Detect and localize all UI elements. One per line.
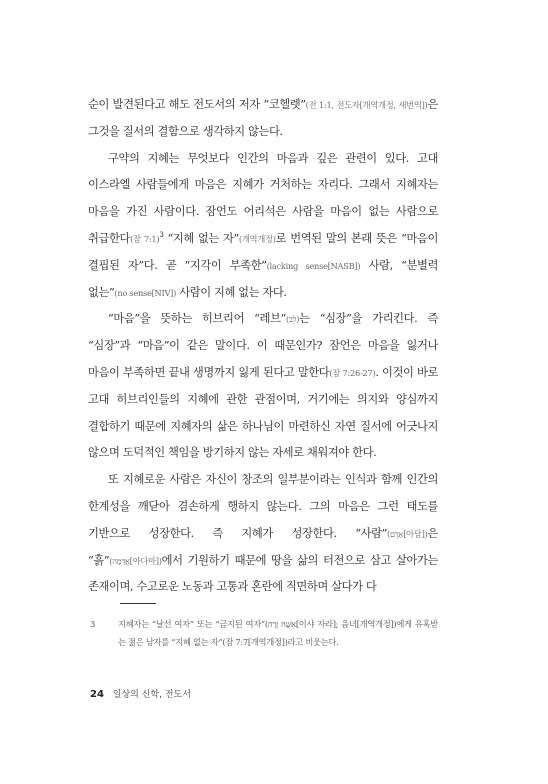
text-run: 또 지혜로운 사람은 자신이 창조의 일부분이라는 인식과 함께 인간의 한계성을 깨닫아 겸손하게 행하지 않는다. 그의 마음은 그런 태도를 기반으로 성장한다. 즉 지혜가 성장한다. “사람”: [88, 473, 438, 540]
citation: (no sense[NIV]): [114, 287, 177, 298]
text-run: 에서 기원하기 때문에 땅을 삶의 터전으로 삼고 살아가는 존재이며, 수고로운 노동과 고통과 혼란에 직면하며 살다가 다: [88, 553, 438, 594]
running-title: 일상의 신학, 전도서: [112, 690, 191, 700]
citation: (전 1:1, 전도자[개역개정, 새번역]): [305, 100, 428, 110]
footnote-rule: [120, 603, 156, 604]
page-number: 24: [90, 689, 104, 700]
text-run: 은 그것을 질서의 결함으로 생각하지 않는다.: [88, 98, 438, 138]
citation: (잠 7:1): [130, 233, 160, 244]
page-footer: [90, 687, 191, 700]
citation: (개역개정): [238, 233, 276, 244]
citation: (lacking sense[NASB]): [266, 260, 361, 271]
paragraph-3: [88, 306, 438, 467]
body-text: [88, 92, 438, 601]
text-run: 로 번역된 말의 본래 뜻은 “마음이 결핍된 자”다. 곧 “지각이 부족한”: [88, 231, 439, 272]
text-run: . 이것이 바로 고대 히브리인들의 지혜에 관한 관점이며, 거기에는 의지와 양심까지 결합하기 때문에 지혜자의 삶은 하나님이 마련하신 자연 질서에 어긋나지 않으며 도덕적인 책임을 방기하지 않는 자세로 채워져야 한다.: [88, 365, 438, 460]
citation: (잠 7:26-27): [329, 367, 376, 378]
footnote-number: 3: [90, 619, 95, 629]
paragraph-2: [88, 146, 438, 307]
footnote-text: 지혜자는 “날선 여자” 또는 “금지된 여자”(אִשָּׁה זָרָה[이샤 자라]; 음녀[개역개정])에게 유혹받는 젊은 남자를 “지혜 없는 자”(잠 7:7[개역개정])라고 비웃는다.: [118, 619, 438, 647]
text-run: 은 “흙”: [88, 526, 438, 567]
text-run: 는 “심장”을 가리킨다. 즉 “심장”과 “마음”이 같은 말이다. 이 때문인가? 잠언은 마음을 잃거나 마음이 부족하면 끝내 생명까지 잃게 된다고 말한다: [88, 312, 438, 379]
citation: (לֵב): [285, 314, 300, 325]
text-run: 구약의 지혜는 무엇보다 인간의 마음과 깊은 관련이 있다. 고대 이스라엘 사람들에게 마음은 지혜가 거처하는 자리다. 그래서 지혜자는 마음을 가진 사람이다. 잠언도 어리석은 사람을 마음이 없는 사람으로 취급한다: [88, 151, 438, 245]
footnote-3: [88, 615, 438, 651]
text-run: 사람, “분별력 없는”: [88, 258, 438, 299]
text-run: 순이 발견된다고 해도 전도서의 저자 “코헬렛”: [88, 98, 306, 111]
paragraph-4: [88, 467, 438, 601]
text-run: “지혜 없는 자”: [163, 231, 239, 245]
citation: (אֲדָמָה[아다마]): [109, 555, 162, 566]
text-run: 사람이 지혜 없는 자다.: [176, 285, 287, 299]
citation: (אָדָם[아담]): [387, 528, 428, 539]
text-run: “마음”을 뜻하는 히브리어 “레브”: [108, 312, 286, 326]
footnote-ref: 3: [159, 231, 164, 240]
paragraph-1: [88, 92, 438, 146]
